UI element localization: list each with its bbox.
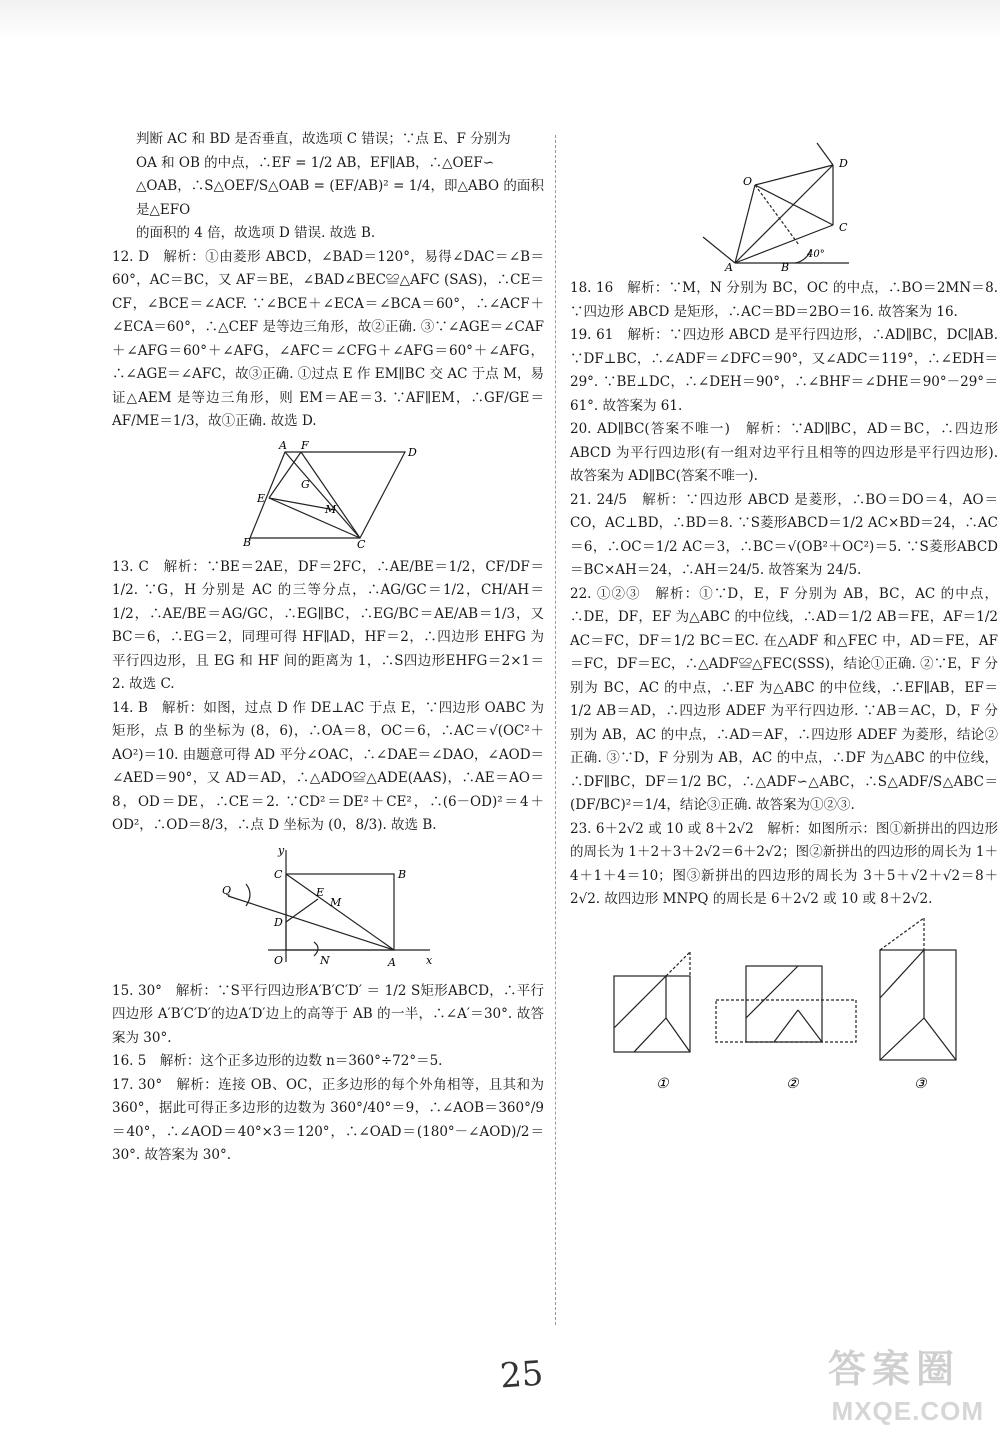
fig18-label-B: B	[781, 261, 790, 274]
scan-top-shadow	[0, 0, 1000, 40]
fig14-label-D: D	[274, 915, 283, 929]
continuation-line-3: △OAB，∴S△OEF/S△OAB = (EF/AB)² = 1/4，即△ABO 的面积是△EFO	[136, 178, 544, 218]
fig18-label-A: A	[725, 261, 733, 274]
fig14-label-y: y	[278, 843, 285, 857]
answer-21: 21. 24/5 解析：∵四边形 ABCD 是菱形，∴BO＝DO＝4，AO＝CO，AC⊥BD，∴BD＝8. ∵S菱形ABCD＝1/2 AC×BD＝24，∴AC＝6，∴OC＝1/2 AC＝3，∴BC＝√(OB²＋OC²)＝5. ∵S菱形ABCD＝BC×AH＝24，∴AH＝24/5. 故答案为 24/5.	[570, 491, 998, 578]
answer-17: 17. 30° 解析：连接 OB、OC，正多边形的每个外角相等，且其和为 360°，据此可得正多边形的边数为 360°/40°＝9，∴∠AOB＝360°/9＝40°，∴∠AOD＝40°×3＝120°，∴∠OAD＝(180°－∠AOD)/2＝30°. 故答案为 30°.	[112, 1076, 544, 1163]
column-divider	[555, 135, 556, 1325]
fig12-label-A: A	[279, 438, 287, 452]
fig12-label-E: E	[257, 491, 266, 505]
fig12-label-D: D	[408, 445, 417, 459]
fig12-label-C: C	[357, 537, 366, 551]
fig14-label-B: B	[398, 867, 407, 881]
watermark	[780, 1347, 990, 1433]
continuation-line-1: 判断 AC 和 BD 是否垂直，故选项 C 错误；∵点 E、F 分别为	[136, 131, 511, 147]
answer-20: 20. AD∥BC(答案不唯一) 解析：∵AD∥BC，AD＝BC，∴四边形 ABCD 为平行四边形(有一组对边平行且相等的四边形是平行四边形). 故答案为 AD∥BC(答案不唯一).	[570, 421, 998, 484]
right-column	[570, 135, 998, 1114]
fig14-label-E: E	[316, 885, 325, 899]
fig12-label-G: G	[301, 477, 310, 491]
fig18-label-D: D	[839, 157, 848, 170]
fig18-label-C: C	[839, 221, 848, 234]
figure-23-label-1: ①	[656, 1075, 669, 1092]
left-column	[112, 128, 544, 1168]
fig18-angle-label: 40°	[807, 249, 825, 260]
fig14-label-Q: Q	[222, 883, 232, 897]
answer-14: 14. B 解析：如图，过点 D 作 DE⊥AC 于点 E，∵四边形 OABC 为矩形，点 B 的坐标为 (8，6)，∴OA＝8，OC＝6，∴AC＝√(OC²＋AO²)＝10. 由题意可得 AD 平分∠OAC，∴∠DAE＝∠DAO，∠AOD＝∠AED＝90°，又 AD＝AD，∴△ADO≌△ADE(AAS)，∴AE＝AO＝8，OD＝DE，∴CE＝2. ∵CD²＝DE²＋CE²，∴(6－OD)²＝4＋OD²，∴OD＝8/3，∴点 D 坐标为 (0，8/3). 故选 B.	[112, 699, 545, 833]
answer-16: 16. 5 解析：这个正多边形的边数 n＝360°÷72°＝5.	[112, 1053, 443, 1069]
fig14-label-M: M	[330, 895, 342, 909]
continuation-line-4: 的面积的 4 倍，故选项 D 错误. 故选 B.	[136, 225, 376, 241]
answer-15: 15. 30° 解析：∵S平行四边形A′B′C′D′ ＝ 1/2 S矩形ABCD，∴平行四边形 A′B′C′D′的边A′D′边上的高等于 AB 的一半，∴∠A′＝30°. 故答案为 30°.	[112, 982, 544, 1046]
answer-12: 12. D 解析：①由菱形 ABCD，∠BAD＝120°，易得∠DAC＝∠B＝60°，AC＝BC，又 AF＝BE，∠BAD∠BEC≌△AFC (SAS)，∴CE＝CF，∠BCE＝∠ACF. ∵∠BCE＋∠ECA＝∠BCA＝60°，∴∠ACF＋∠ECA＝60°，∴△CEF 是等边三角形，故②正确. ③∵∠AGE＝∠CAF＋∠AFG＝60°＋∠AFG，∠AFC＝∠CFG＋∠AFG＝60°＋∠AFG，∴∠AGE＝∠AFC，故③正确. ①过点 E 作 EM∥BC 交 AC 于点 M，易证△AEM 是等边三角形，则 EM＝AE＝3. ∵AF∥EM，∴GF/GE＝AF/ME＝1/3，故①正确. 故选 D.	[112, 248, 544, 429]
fig12-label-M: M	[325, 502, 337, 516]
figure-14-coordinate	[218, 844, 438, 974]
fig14-label-A: A	[388, 955, 396, 969]
figure-12-rhombus	[243, 438, 417, 551]
answer-23: 23. 6＋2√2 或 10 或 8＋2√2 解析：如图所示：图①新拼出的四边形的周长为 1＋2＋3＋2√2＝6＋2√2；图②新拼出的四边形的周长为 1＋4＋1＋4＝10；图③新拼出的四边形的周长为 3＋5＋√2＋√2＝8＋2√2. 故四边形 MNPQ 的周长是 6＋2√2 或 10 或 8＋2√2.	[570, 820, 998, 907]
fig14-label-O: O	[274, 953, 284, 967]
answer-22: 22. ①②③ 解析：①∵D，E，F 分别为 AB，BC，AC 的中点，∴DE，DF，EF 为△ABC 的中位线，∴AD＝1/2 AB＝FE，AF＝1/2 AC＝FC，DF＝1/2 BC＝EC. 在△ADF 和△FEC 中，AD＝FE，AF＝FC，DF＝EC，∴△ADF≌△FEC(SSS)，结论①正确. ②∵E，F 分别为 BC，AC 的中点，∴EF 为△ABC 的中位线，∴EF∥AB，EF＝1/2 AB＝AD，∴四边形 ADEF 为平行四边形. ∵AB＝AC，D，F 分别为 AB，AC 的中点，∴AD＝AF，∴四边形 ADEF 为菱形，结论②正确. ③∵D，F 分别为 AB，AC 的中点，∴DF 为△ABC 的中位线，∴DF∥BC，DF＝1/2 BC，∴△ADF∽△ABC，∴S△ADF/S△ABC＝(DF/BC)²＝1/4，结论③正确. 故答案为①②③.	[570, 585, 998, 813]
figure-23-label-2: ②	[786, 1075, 799, 1092]
fig12-label-F: F	[301, 438, 309, 452]
answer-18: 18. 16 解析：∵M，N 分别为 BC，OC 的中点，∴BO＝2MN＝8. ∵四边形 ABCD 是矩形，∴AC＝BD＝2BO＝16. 故答案为 16.	[570, 280, 998, 320]
watermark-url: MXQE.COM	[831, 1396, 984, 1426]
fig14-label-N: N	[320, 953, 330, 967]
answer-19: 19. 61 解析：∵四边形 ABCD 是平行四边形，∴AD∥BC，DC∥AB. ∵DF⊥BC，∴∠ADF＝∠DFC＝90°，又∠ADC＝119°，∴∠EDH＝29°. ∵BE⊥DC，∴∠DEH＝90°，∴∠BHF＝∠DHE＝90°－29°＝61°. 故答案为 61.	[570, 327, 998, 414]
figure-23-three-shapes	[574, 918, 994, 1108]
continuation-line-2: OA 和 OB 的中点，∴EF = 1/2 AB，EF∥AB，∴△OEF∽	[136, 154, 495, 171]
page-number: 25	[498, 1353, 545, 1397]
answer-13: 13. C 解析：∵BE＝2AE，DF＝2FC，∴AE/BE＝1/2，CF/DF＝1/2. ∵G，H 分别是 AC 的三等分点，∴AG/GC＝1/2，CH/AH＝1/2，∴AE/BE＝AG/GC，∴EG∥BC，∴EG/BC＝AE/AB＝1/3，又 BC＝6，∴EG＝2，同理可得 HF∥AD，HF＝2，∴四边形 EHFG 为平行四边形，且 EG 和 HF 间的距离为 1，∴S四边形EHFG＝2×1＝2. 故选 C.	[112, 558, 544, 692]
fig14-label-C: C	[274, 867, 283, 881]
fig14-label-x: x	[426, 953, 433, 967]
watermark-cn: 答案圈	[827, 1347, 960, 1391]
figure-23-label-3: ③	[914, 1075, 927, 1092]
figure-18-quadrilateral	[699, 141, 869, 274]
fig18-label-O: O	[743, 175, 753, 188]
fig12-label-B: B	[243, 535, 252, 549]
